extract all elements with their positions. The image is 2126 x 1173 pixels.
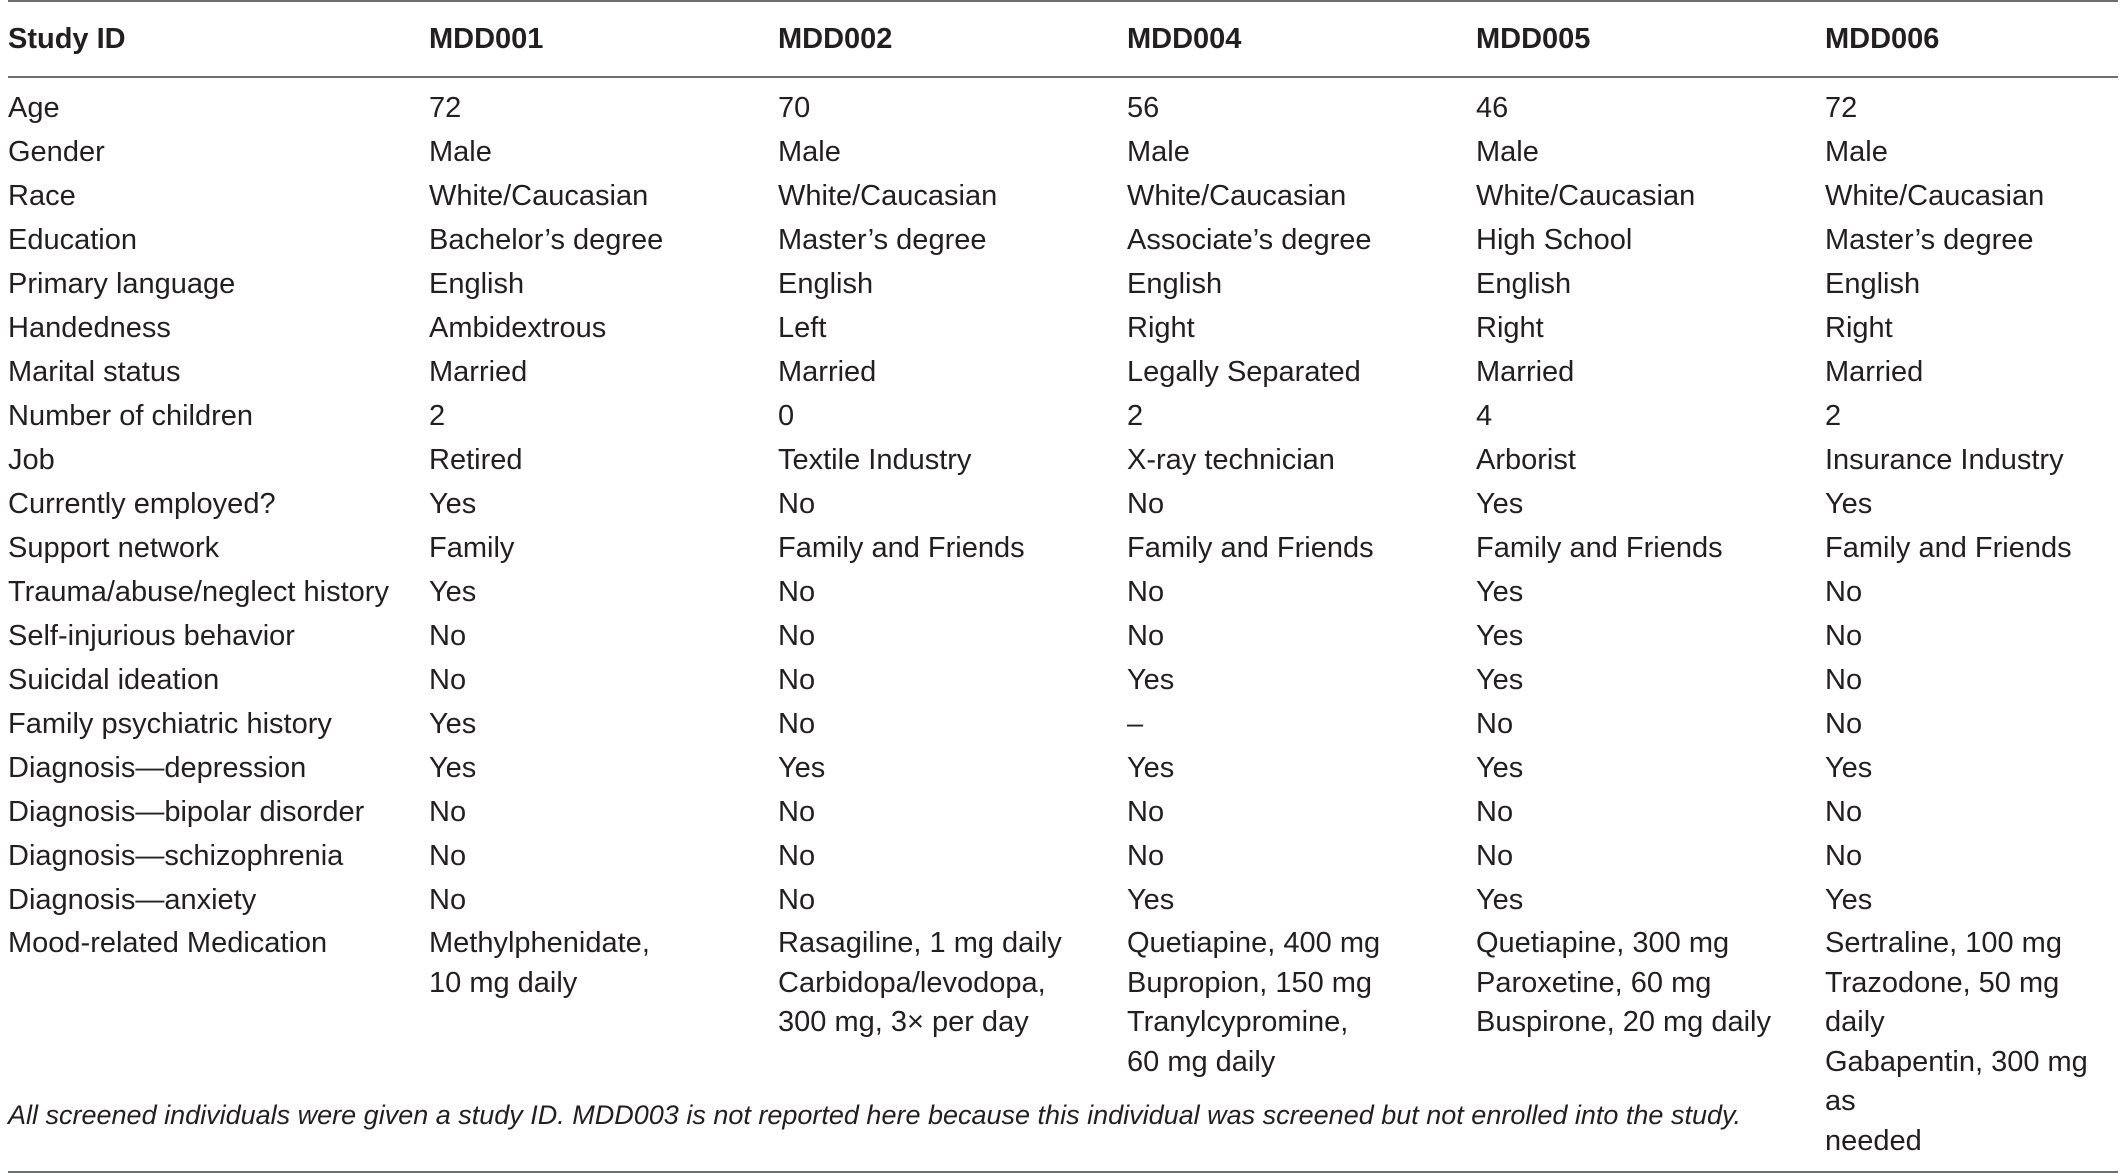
table-cell: Sertraline, 100 mg Trazodone, 50 mg daily Gabapentin, 300 mg as needed xyxy=(1825,927,2088,1157)
table-cell: Right xyxy=(1476,312,1544,344)
table-cell: No xyxy=(429,884,467,916)
table-cell: Family xyxy=(429,532,515,564)
row-label: Handedness xyxy=(8,312,171,344)
row-label: Family psychiatric history xyxy=(8,708,332,740)
table-cell: No xyxy=(778,708,816,740)
table-row xyxy=(8,792,2118,836)
table-cell: Retired xyxy=(429,444,523,476)
demographics-table xyxy=(8,0,2118,1173)
table-row xyxy=(8,528,2118,572)
table-row xyxy=(8,396,2118,440)
table-cell: No xyxy=(1476,708,1514,740)
table-cell: Quetiapine, 300 mg Paroxetine, 60 mg Buspirone, 20 mg daily xyxy=(1476,927,1771,1038)
table-row xyxy=(8,660,2118,704)
table-row xyxy=(8,880,2118,924)
table-cell: English xyxy=(1825,268,1921,300)
table-cell: High School xyxy=(1476,224,1633,256)
table-cell: Yes xyxy=(1127,752,1175,784)
row-label: Job xyxy=(8,444,55,476)
row-label: Suicidal ideation xyxy=(8,664,220,696)
table-cell: No xyxy=(778,664,816,696)
table-cell: No xyxy=(1825,664,1863,696)
table-cell: Associate’s degree xyxy=(1127,224,1372,256)
table-cell: Master’s degree xyxy=(1825,224,2034,256)
row-label: Currently employed? xyxy=(8,488,276,520)
table-cell: White/Caucasian xyxy=(1476,180,1696,212)
table-cell: Left xyxy=(778,312,827,344)
table-row xyxy=(8,176,2118,220)
table-cell: Yes xyxy=(1476,620,1524,652)
table-cell: No xyxy=(778,576,816,608)
table-cell: No xyxy=(1825,620,1863,652)
table-cell: Quetiapine, 400 mg Bupropion, 150 mg Tranylcypromine, 60 mg daily xyxy=(1127,927,1381,1078)
row-label: Gender xyxy=(8,136,105,168)
table-cell: Textile Industry xyxy=(778,444,972,476)
table-row xyxy=(8,220,2118,264)
table-cell: 72 xyxy=(1825,92,1858,124)
row-label: Diagnosis—depression xyxy=(8,752,307,784)
table-row xyxy=(8,264,2118,308)
row-label: Support network xyxy=(8,532,220,564)
header-mdd005: MDD005 xyxy=(1476,22,1591,55)
table-cell: No xyxy=(1127,488,1165,520)
table-cell: White/Caucasian xyxy=(1825,180,2045,212)
table-cell: Married xyxy=(778,356,877,388)
table-cell: Male xyxy=(1127,136,1190,168)
table-row xyxy=(8,440,2118,484)
table-footnote: All screened individuals were given a study ID. MDD003 is not reported here because this individual was screened but not enrolled into the study. xyxy=(8,1100,1741,1130)
table-row xyxy=(8,572,2118,616)
table-cell: Yes xyxy=(1476,488,1524,520)
table-cell: 56 xyxy=(1127,92,1160,124)
table-cell: Family and Friends xyxy=(1127,532,1374,564)
table-cell: Male xyxy=(1825,136,1888,168)
table-cell: 70 xyxy=(778,92,811,124)
row-label: Education xyxy=(8,224,137,256)
table-cell: Family and Friends xyxy=(1825,532,2072,564)
row-label: Number of children xyxy=(8,400,253,432)
table-cell: Yes xyxy=(1476,664,1524,696)
table-cell: X-ray technician xyxy=(1127,444,1335,476)
table-cell: No xyxy=(429,796,467,828)
table-cell: 2 xyxy=(1127,400,1144,432)
table-cell: Rasagiline, 1 mg daily Carbidopa/levodopa, 300 mg, 3× per day xyxy=(778,927,1062,1038)
table-cell: Male xyxy=(429,136,492,168)
header-mdd001: MDD001 xyxy=(429,22,544,55)
table-cell: Arborist xyxy=(1476,444,1576,476)
table-cell: 2 xyxy=(1825,400,1842,432)
table-cell: Yes xyxy=(1825,488,1873,520)
table-row xyxy=(8,132,2118,176)
table-cell: Yes xyxy=(1476,884,1524,916)
table-cell: English xyxy=(1127,268,1223,300)
table-cell: 2 xyxy=(429,400,446,432)
header-mdd004: MDD004 xyxy=(1127,22,1242,55)
table-row xyxy=(8,77,2118,132)
table-header-row xyxy=(8,1,2118,77)
table-cell: English xyxy=(429,268,525,300)
table-cell: No xyxy=(1476,840,1514,872)
table-cell: English xyxy=(1476,268,1572,300)
table-cell: No xyxy=(778,840,816,872)
table-cell: Legally Separated xyxy=(1127,356,1361,388)
table-cell: Yes xyxy=(1825,752,1873,784)
table-cell: No xyxy=(1127,840,1165,872)
row-label: Diagnosis—bipolar disorder xyxy=(8,796,365,828)
table-cell: Married xyxy=(1476,356,1575,388)
table-cell: Ambidextrous xyxy=(429,312,607,344)
table-cell: No xyxy=(778,620,816,652)
table-cell: Male xyxy=(778,136,841,168)
table-cell: 46 xyxy=(1476,92,1509,124)
table-cell: Insurance Industry xyxy=(1825,444,2064,476)
table-cell: Yes xyxy=(429,752,477,784)
table-cell: Married xyxy=(429,356,528,388)
table-cell: No xyxy=(429,664,467,696)
table-cell: No xyxy=(1127,796,1165,828)
table-cell: 72 xyxy=(429,92,462,124)
table-cell: White/Caucasian xyxy=(429,180,649,212)
table-cell: No xyxy=(778,796,816,828)
table-cell: Yes xyxy=(429,576,477,608)
header-study-id: Study ID xyxy=(8,22,126,55)
table-cell: Right xyxy=(1127,312,1195,344)
row-label: Marital status xyxy=(8,356,181,388)
row-label: Race xyxy=(8,180,76,212)
row-label: Mood-related Medication xyxy=(8,927,328,959)
table-cell: No xyxy=(429,840,467,872)
table-cell: No xyxy=(1825,840,1863,872)
table-cell: No xyxy=(429,620,467,652)
table-cell: White/Caucasian xyxy=(778,180,998,212)
table-cell: Methylphenidate, 10 mg daily xyxy=(429,927,650,999)
table-cell: No xyxy=(778,488,816,520)
table-cell: Right xyxy=(1825,312,1893,344)
table-cell: Married xyxy=(1825,356,1924,388)
row-label: Diagnosis—schizophrenia xyxy=(8,840,344,872)
table-cell: Yes xyxy=(778,752,826,784)
table-row xyxy=(8,704,2118,748)
table-cell: No xyxy=(1476,796,1514,828)
row-label: Trauma/abuse/neglect history xyxy=(8,576,389,608)
table-cell: No xyxy=(778,884,816,916)
table-cell: No xyxy=(1127,576,1165,608)
table-cell: No xyxy=(1825,796,1863,828)
table-cell: 4 xyxy=(1476,400,1493,432)
table-cell: No xyxy=(1127,620,1165,652)
row-label: Self-injurious behavior xyxy=(8,620,295,652)
table-cell: Male xyxy=(1476,136,1539,168)
table-cell: Family and Friends xyxy=(1476,532,1723,564)
row-label: Age xyxy=(8,92,60,124)
table-cell: No xyxy=(1825,708,1863,740)
table-cell: Bachelor’s degree xyxy=(429,224,664,256)
table-cell: Yes xyxy=(429,488,477,520)
table-cell: Family and Friends xyxy=(778,532,1025,564)
table-cell: Yes xyxy=(1127,664,1175,696)
table-cell: Yes xyxy=(1476,576,1524,608)
table-row xyxy=(8,308,2118,352)
table-cell: White/Caucasian xyxy=(1127,180,1347,212)
table-row xyxy=(8,748,2118,792)
table-row xyxy=(8,836,2118,880)
table-cell: 0 xyxy=(778,400,795,432)
row-label: Primary language xyxy=(8,268,236,300)
table-cell: – xyxy=(1127,708,1144,740)
table-cell: Yes xyxy=(1127,884,1175,916)
table-cell: No xyxy=(1825,576,1863,608)
table-cell: Yes xyxy=(429,708,477,740)
table-row xyxy=(8,484,2118,528)
header-mdd006: MDD006 xyxy=(1825,22,1940,55)
table-cell: Yes xyxy=(1825,884,1873,916)
table-row xyxy=(8,616,2118,660)
row-label: Diagnosis—anxiety xyxy=(8,884,257,916)
table-cell: Yes xyxy=(1476,752,1524,784)
table-cell: English xyxy=(778,268,874,300)
table-row-medication xyxy=(8,924,2118,1172)
table-row xyxy=(8,352,2118,396)
header-mdd002: MDD002 xyxy=(778,22,893,55)
table-cell: Master’s degree xyxy=(778,224,987,256)
